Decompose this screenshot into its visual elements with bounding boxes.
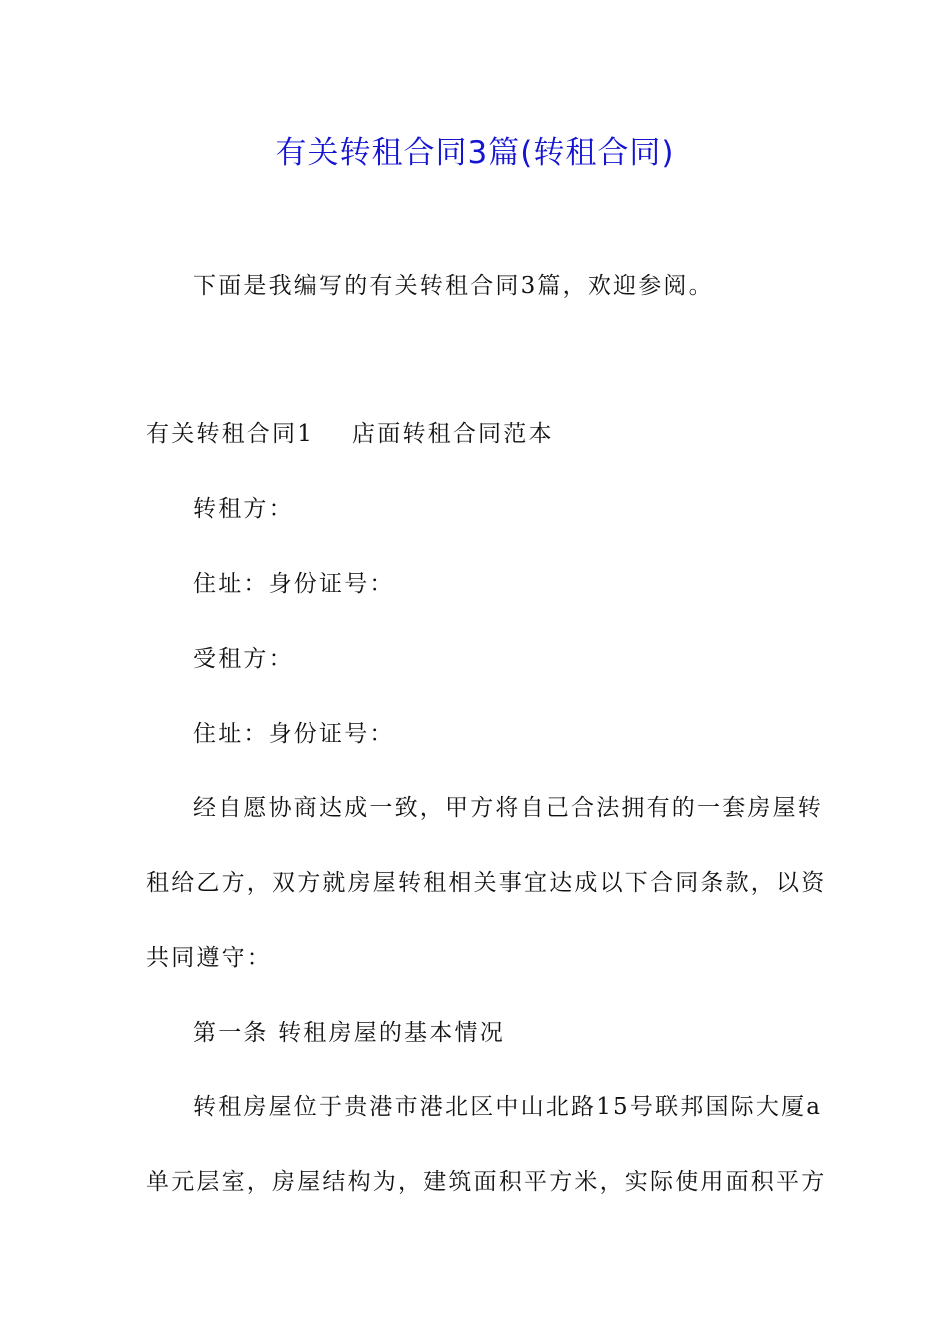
article-heading: 第一条 转租房屋的基本情况 (193, 1020, 505, 1046)
section-heading-number: 有关转租合同1 (146, 421, 315, 447)
body-paragraph-line: 经自愿协商达成一致，甲方将自己合法拥有的一套房屋转 (193, 795, 823, 821)
body-paragraph-line: 共同遵守： (146, 945, 272, 971)
section-heading (146, 416, 826, 452)
intro-paragraph: 下面是我编写的有关转租合同3篇，欢迎参阅。 (193, 273, 714, 299)
sublessee-label: 受租方： (193, 646, 294, 672)
document-title: 有关转租合同3篇(转租合同) (275, 135, 675, 171)
body-paragraph-line: 租给乙方，双方就房屋转租相关事宜达成以下合同条款，以资 (146, 870, 827, 896)
sublessor-label: 转租方： (193, 496, 294, 522)
body-paragraph-line: 单元层室，房屋结构为，建筑面积平方米，实际使用面积平方 (146, 1169, 827, 1195)
section-heading-subtitle: 店面转租合同范本 (352, 421, 554, 447)
sublessor-address-label: 住址：身份证号： (193, 571, 395, 597)
sublessee-address-label: 住址：身份证号： (193, 721, 395, 747)
body-paragraph-line: 转租房屋位于贵港市港北区中山北路15号联邦国际大厦a (193, 1094, 823, 1120)
